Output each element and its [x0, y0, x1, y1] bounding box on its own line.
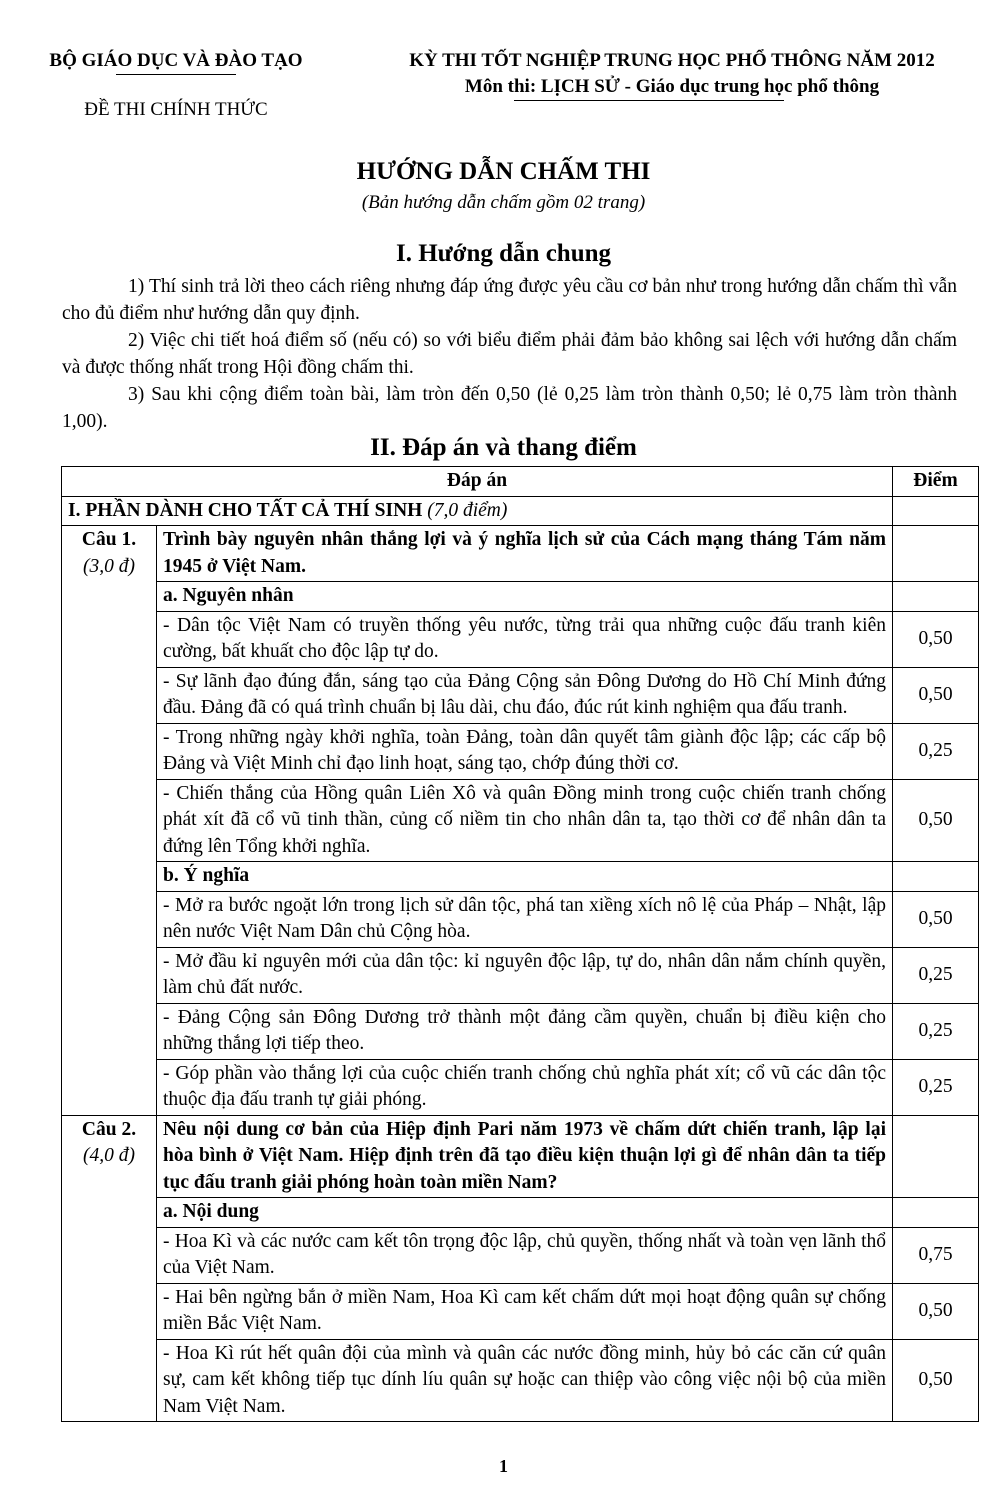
- q1-section-b: b. Ý nghĩa: [157, 862, 893, 892]
- table-header-row: [62, 467, 979, 497]
- score-cell: 0,50: [893, 611, 979, 667]
- page-number: 1: [499, 1456, 508, 1476]
- col-answer-header: Đáp án: [62, 467, 893, 497]
- part-row: [62, 496, 979, 526]
- answer-table: [61, 466, 979, 1422]
- q1-a-item: - Chiến thắng của Hồng quân Liên Xô và quân Đồng minh trong cuộc chiến tranh chống phát xít đã cổ vũ tinh thần, củng cố niềm tin cho nhân dân ta, tạo thời cơ để nhân dân ta đứng lên Tổng khởi nghĩa.: [157, 779, 893, 862]
- score-cell: 0,25: [893, 1059, 979, 1115]
- q2-a-item: - Hai bên ngừng bắn ở miền Nam, Hoa Kì cam kết chấm dứt mọi hoạt động quân sự chống miền Bắc Việt Nam.: [157, 1283, 893, 1339]
- q1-b-item: - Góp phần vào thắng lợi của cuộc chiến tranh chống chủ nghĩa phát xít; cổ vũ các dân tộc thuộc địa đấu tranh tự giải phóng.: [157, 1059, 893, 1115]
- q1-b-item: - Mở đầu kỉ nguyên mới của dân tộc: kỉ nguyên độc lập, tự do, nhân dân nắm chính quyền, làm chủ đất nước.: [157, 947, 893, 1003]
- general-heading: I. Hướng dẫn chung: [395, 240, 612, 267]
- general-item-1: 1) Thí sinh trả lời theo cách riêng nhưng đáp ứng được yêu cầu cơ bản như trong hướng dẫn chấm thì vẫn cho đủ điểm như hướng dẫn quy định.: [62, 276, 957, 324]
- general-item-2: 2) Việc chi tiết hoá điểm số (nếu có) so với biểu điểm phải đảm bảo không sai lệch với hướng dẫn chấm và được thống nhất trong Hội đồng chấm thi.: [62, 330, 957, 378]
- table-row: [62, 1198, 979, 1228]
- table-row: [62, 779, 979, 862]
- table-row: [62, 582, 979, 612]
- q1-b-item: - Mở ra bước ngoặt lớn trong lịch sử dân tộc, phá tan xiềng xích nô lệ của Pháp – Nhật, lập nên nước Việt Nam Dân chủ Cộng hòa.: [157, 891, 893, 947]
- q1-label: Câu 1.: [81, 529, 137, 550]
- score-cell: 0,50: [893, 779, 979, 862]
- subject-underline: [514, 100, 784, 101]
- table-row: [62, 862, 979, 892]
- empty-cell: [893, 526, 979, 582]
- score-cell: 0,50: [893, 891, 979, 947]
- table-row: [62, 947, 979, 1003]
- table-row: [62, 1003, 979, 1059]
- table-row: [62, 723, 979, 779]
- q1-section-a: a. Nguyên nhân: [157, 582, 893, 612]
- exam-title: KỲ THI TỐT NGHIỆP TRUNG HỌC PHỔ THÔNG NĂM 2012: [409, 50, 935, 71]
- q2-question: Nêu nội dung cơ bản của Hiệp định Pari năm 1973 về chấm dứt chiến tranh, lập lại hòa bình ở Việt Nam. Hiệp định trên đã tạo điều kiện thuận lợi gì để nhân dân ta tiếp tục đấu tranh giải phóng hoàn toàn miền Nam?: [157, 1115, 893, 1198]
- q1-number-cell: [62, 526, 157, 1116]
- empty-cell: [893, 862, 979, 892]
- q2-number-cell: [62, 1115, 157, 1422]
- empty-cell: [893, 582, 979, 612]
- general-item-3: 3) Sau khi cộng điểm toàn bài, làm tròn đến 0,50 (lẻ 0,25 làm tròn thành 0,50; lẻ 0,75 làm tròn thành 1,00).: [62, 384, 957, 432]
- table-row: [62, 667, 979, 723]
- empty-cell: [893, 496, 979, 526]
- q1-points: (3,0 đ): [83, 555, 135, 577]
- q1-b-item: - Đảng Cộng sản Đông Dương trở thành một đảng cầm quyền, chuẩn bị điều kiện cho những thắng lợi tiếp theo.: [157, 1003, 893, 1059]
- score-cell: 0,50: [893, 667, 979, 723]
- score-cell: 0,50: [893, 1283, 979, 1339]
- ministry-underline: [116, 74, 236, 75]
- header-left: [26, 50, 326, 121]
- q2-label: Câu 2.: [81, 1118, 137, 1140]
- header-right: [352, 50, 992, 101]
- table-row: [62, 1283, 979, 1339]
- empty-cell: [893, 1198, 979, 1228]
- table-row: [62, 1059, 979, 1115]
- score-cell: 0,25: [893, 723, 979, 779]
- document-title: HƯỚNG DẪN CHẤM THI: [356, 158, 651, 185]
- part-title-cell: [62, 496, 893, 526]
- q2-section-a: a. Nội dung: [157, 1198, 893, 1228]
- document-subtitle: (Bản hướng dẫn chấm gồm 02 trang): [361, 192, 646, 213]
- q1-a-item: - Dân tộc Việt Nam có truyền thống yêu nước, từng trải qua những cuộc đấu tranh kiên cường, bất khuất cho độc lập tự do.: [157, 611, 893, 667]
- ministry-name: BỘ GIÁO DỤC VÀ ĐÀO TẠO: [49, 50, 303, 71]
- score-cell: 0,25: [893, 947, 979, 1003]
- table-row: [62, 1115, 979, 1198]
- q2-a-item: - Hoa Kì rút hết quân đội của mình và quân các nước đồng minh, hủy bỏ các căn cứ quân sự, cam kết không tiếp tục dính líu quân sự hoặc can thiệp vào công việc nội bộ của miền Nam Việt Nam.: [157, 1339, 893, 1422]
- q1-question: Trình bày nguyên nhân thắng lợi và ý nghĩa lịch sử của Cách mạng tháng Tám năm 1945 ở Việt Nam.: [157, 526, 893, 582]
- q2-a-item: - Hoa Kì và các nước cam kết tôn trọng độc lập, chủ quyền, thống nhất và toàn vẹn lãnh thổ của Việt Nam.: [157, 1227, 893, 1283]
- part-title: I. PHẦN DÀNH CHO TẤT CẢ THÍ SINH: [68, 499, 423, 521]
- table-row: [62, 1339, 979, 1422]
- empty-cell: [893, 1115, 979, 1198]
- table-row: [62, 1227, 979, 1283]
- col-score-header: Điểm: [893, 467, 979, 497]
- part-points: (7,0 điểm): [427, 499, 508, 521]
- table-row: [62, 526, 979, 582]
- q1-a-item: - Sự lãnh đạo đúng đắn, sáng tạo của Đảng Cộng sản Đông Dương do Hồ Chí Minh đứng đầu. Đảng đã có quá trình chuẩn bị lâu dài, chu đáo, đúc rút kinh nghiệm qua đấu tranh.: [157, 667, 893, 723]
- answers-heading: II. Đáp án và thang điểm: [370, 434, 637, 461]
- score-cell: 0,75: [893, 1227, 979, 1283]
- table-row: [62, 891, 979, 947]
- score-cell: 0,25: [893, 1003, 979, 1059]
- q2-points: (4,0 đ): [83, 1145, 135, 1166]
- table-row: [62, 611, 979, 667]
- score-cell: 0,50: [893, 1339, 979, 1422]
- q1-a-item: - Trong những ngày khởi nghĩa, toàn Đảng, toàn dân quyết tâm giành độc lập; các cấp bộ Đảng và Việt Minh chỉ đạo linh hoạt, sáng tạo, chớp đúng thời cơ.: [157, 723, 893, 779]
- official-label: ĐỀ THI CHÍNH THỨC: [84, 99, 268, 120]
- exam-subject: Môn thi: LỊCH SỬ - Giáo dục trung học phổ thông: [464, 76, 880, 97]
